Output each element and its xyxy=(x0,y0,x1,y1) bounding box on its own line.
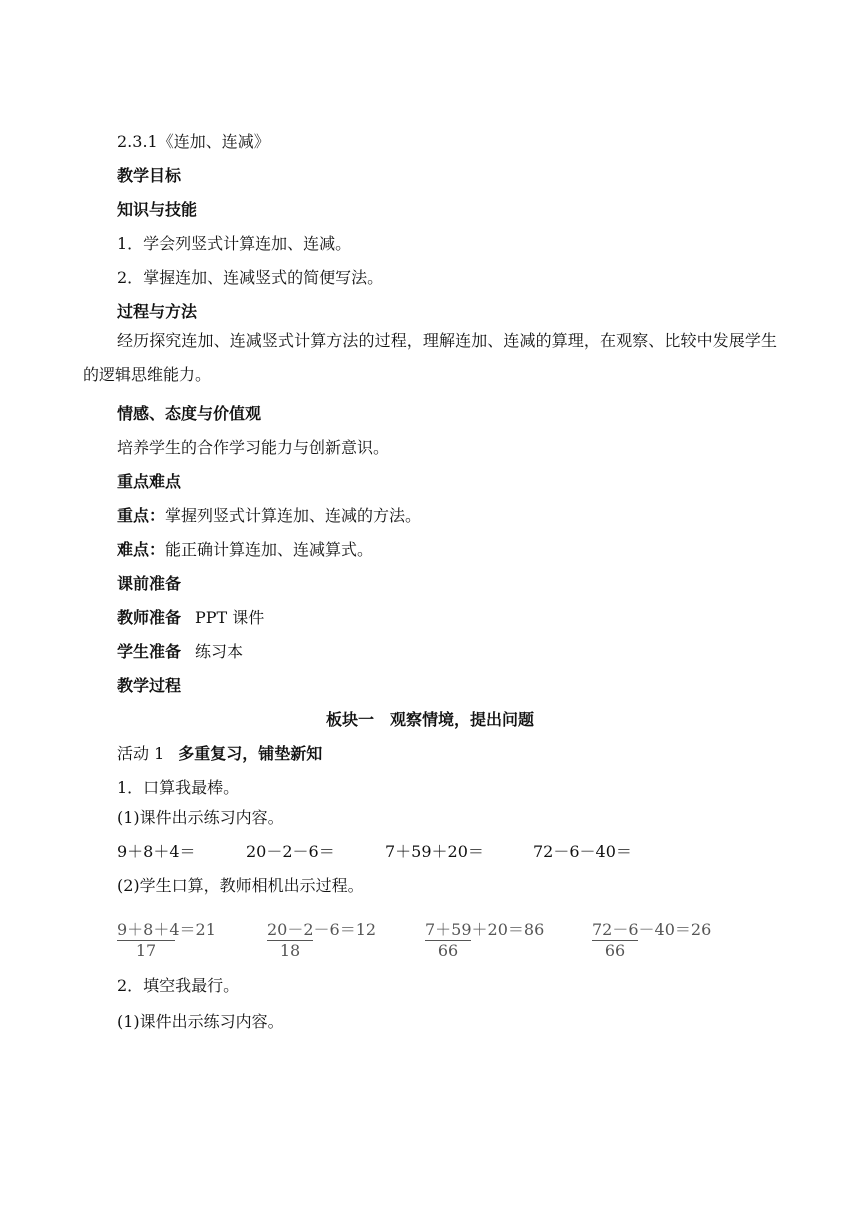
difficult-point xyxy=(117,540,373,560)
item-1: 1．口算我最棒。 xyxy=(117,778,240,797)
difficult-text: 能正确计算连加、连减算式。 xyxy=(165,540,374,559)
process-paragraph: 经历探究连加、连减竖式计算方法的过程，理解连加、连减的算理，在观察、比较中发展学生的逻辑思维能力。 xyxy=(83,331,777,384)
process2-heading: 教学过程 xyxy=(117,676,182,695)
key-label: 重点： xyxy=(117,506,166,525)
student-prep-label: 学生准备 xyxy=(117,642,182,661)
student-prep-text: 练习本 xyxy=(195,642,244,661)
section-title: 板块一 观察情境，提出问题 xyxy=(325,710,534,729)
emotion-heading: 情感、态度与价值观 xyxy=(117,404,262,423)
teacher-prep xyxy=(117,608,264,628)
process-heading: 过程与方法 xyxy=(117,302,198,321)
calc-4-expr: 72－6－40＝26 xyxy=(592,920,712,939)
calc-2-partial: 18 xyxy=(267,940,313,961)
activity-label: 活动 1 xyxy=(117,744,165,763)
doc-title: 2.3.1《连加、连减》 xyxy=(117,132,270,151)
knowledge-item-2: 2．掌握连加、连减竖式的简便写法。 xyxy=(117,268,384,287)
item-2-sub-1: (1)课件出示练习内容。 xyxy=(117,1012,284,1031)
exercise-2: 20－2－6＝ xyxy=(246,842,335,861)
calc-1 xyxy=(117,920,216,960)
exercise-3: 7＋59＋20＝ xyxy=(385,842,484,861)
student-prep xyxy=(117,642,243,662)
activity-heading xyxy=(117,744,322,764)
teacher-prep-text: PPT 课件 xyxy=(195,608,265,627)
knowledge-item-1: 1．学会列竖式计算连加、连减。 xyxy=(117,234,352,253)
calc-3 xyxy=(425,920,545,960)
teacher-prep-label: 教师准备 xyxy=(117,608,182,627)
calc-4 xyxy=(592,920,712,960)
key-text: 掌握列竖式计算连加、连减的方法。 xyxy=(165,506,422,525)
item-2: 2．填空我最行。 xyxy=(117,976,240,995)
calc-1-partial: 17 xyxy=(117,940,175,961)
key-heading: 重点难点 xyxy=(117,472,182,491)
key-point xyxy=(117,506,421,526)
calc-1-expr: 9＋8＋4＝21 xyxy=(117,920,216,939)
item-1-sub-2: (2)学生口算，教师相机出示过程。 xyxy=(117,876,364,895)
calc-4-partial: 66 xyxy=(592,940,638,961)
emotion-text: 培养学生的合作学习能力与创新意识。 xyxy=(117,438,390,457)
exercise-4: 72－6－40＝ xyxy=(533,842,632,861)
calc-2-expr: 20－2－6＝12 xyxy=(267,920,377,939)
exercise-1: 9＋8＋4＝ xyxy=(117,842,196,861)
calc-3-partial: 66 xyxy=(425,940,471,961)
calc-2 xyxy=(267,920,377,960)
calc-3-expr: 7＋59＋20＝86 xyxy=(425,920,545,939)
activity-title: 多重复习，铺垫新知 xyxy=(178,744,323,763)
goals-heading: 教学目标 xyxy=(117,166,182,185)
item-1-sub-1: (1)课件出示练习内容。 xyxy=(117,808,284,827)
knowledge-heading: 知识与技能 xyxy=(117,200,198,219)
prep-heading: 课前准备 xyxy=(117,574,182,593)
difficult-label: 难点： xyxy=(117,540,166,559)
